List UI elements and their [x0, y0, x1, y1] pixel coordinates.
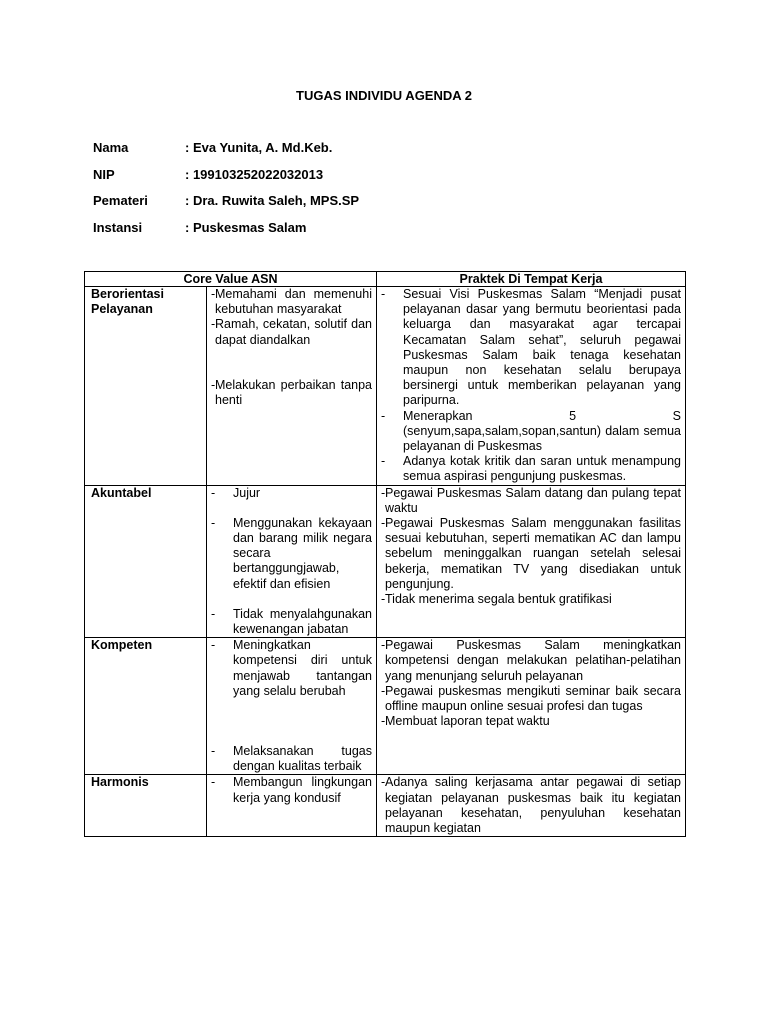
list-text: Melaksanakan tugas dengan kualitas terbaik: [233, 744, 372, 774]
list-text: Pegawai Puskesmas Salam meningkatkan kompetensi dengan melakukan pelatihan-pelatihan yang menunjang seluruh pelayanan: [385, 638, 681, 683]
table-body: [85, 287, 686, 837]
list-text: Jujur: [233, 485, 261, 500]
list-text: Ramah, cekatan, solutif dan dapat diandalkan: [215, 317, 372, 347]
practice-list: [377, 638, 686, 775]
list-dash: -: [381, 683, 386, 698]
table-row: [85, 775, 686, 837]
info-row-nip: [93, 167, 359, 194]
list-text: Menggunakan kekayaan dan barang milik negara secara bertanggungjawab, efektif dan efisien: [233, 515, 372, 591]
table-row: [85, 485, 686, 638]
core-value-name: Berorientasi Pelayanan: [85, 287, 207, 486]
practice-item: [381, 775, 681, 836]
list-dash: -: [211, 775, 216, 790]
core-value-name: Kompeten: [85, 638, 207, 775]
list-dash: -: [211, 638, 216, 653]
header-core-value: Core Value ASN: [85, 272, 377, 287]
list-dash: -: [381, 638, 386, 653]
practice-item: [381, 409, 681, 455]
list-text: Adanya saling kerjasama antar pegawai di setiap kegiatan pelayanan puskesmas baik itu kegiatan pelayanan kesehatan, penyuluhan kesehatan maupun kegiatan: [385, 775, 681, 836]
list-dash: -: [211, 744, 216, 759]
core-value-name: Akuntabel: [85, 485, 207, 638]
list-text: Tidak menyalahgunakan kewenangan jabatan: [233, 606, 372, 637]
practice-item: [381, 684, 681, 714]
info-row-pemateri: [93, 193, 359, 220]
core-behavior-item: [211, 378, 372, 408]
core-behavior-item: [211, 287, 372, 317]
list-dash: -: [381, 454, 386, 469]
header-practice: Praktek Di Tempat Kerja: [377, 272, 686, 287]
core-value-behaviors: [207, 287, 377, 486]
practice-list: [377, 485, 686, 638]
list-dash: -: [381, 408, 386, 423]
list-text: Adanya kotak kritik dan saran untuk menampung semua aspirasi pengunjung puskesmas.: [403, 454, 681, 484]
practice-item: [381, 592, 681, 607]
core-value-behaviors: [207, 638, 377, 775]
list-dash: -: [211, 377, 216, 392]
core-value-behaviors: [207, 485, 377, 638]
practice-item: [381, 454, 681, 484]
table-row: [85, 287, 686, 486]
core-value-name: Harmonis: [85, 775, 207, 837]
list-dash: -: [381, 714, 386, 729]
list-dash: -: [211, 606, 216, 621]
list-dash: -: [211, 317, 216, 332]
list-dash: -: [381, 485, 386, 500]
core-behavior-item: [211, 317, 372, 347]
list-dash: -: [381, 287, 386, 301]
list-dash: -: [381, 775, 386, 790]
info-label: Pemateri: [93, 193, 148, 208]
info-label: Instansi: [93, 219, 143, 235]
info-value: : Dra. Ruwita Saleh, MPS.SP: [185, 193, 360, 208]
list-text: Pegawai Puskesmas Salam menggunakan fasilitas sesuai kebutuhan, seperti mematikan AC dan lampu sebelum meninggalkan ruangan setelah selesai bekerja, mematikan TV yang disediakan untuk pengunjung.: [385, 516, 681, 591]
practice-item: [381, 638, 681, 684]
info-label: Nama: [93, 140, 129, 155]
core-value-behaviors: [207, 775, 377, 837]
list-text: Memahami dan memenuhi kebutuhan masyarakat: [215, 287, 372, 317]
list-text: Meningkatkan kompetensi diri untuk menjawab tantangan yang selalu berubah: [233, 638, 372, 698]
identity-block: [93, 140, 359, 246]
info-label: NIP: [93, 166, 115, 182]
info-row-nama: [93, 140, 359, 167]
list-text: Membangun lingkungan kerja yang kondusif: [233, 775, 372, 805]
info-value: : Puskesmas Salam: [185, 219, 307, 235]
core-behavior-item: [211, 486, 372, 501]
table-row: [85, 638, 686, 775]
list-dash: -: [211, 287, 216, 301]
list-dash: -: [211, 515, 216, 530]
list-text: Pegawai Puskesmas Salam datang dan pulang tepat waktu: [385, 485, 681, 515]
list-dash: -: [381, 592, 386, 607]
core-behavior-item: [211, 744, 372, 774]
core-value-table: [84, 271, 686, 837]
list-dash: -: [381, 516, 386, 531]
practice-list: [377, 775, 686, 837]
list-dash: -: [211, 485, 216, 500]
info-value: : 199103252022032013: [185, 166, 324, 182]
practice-list: [377, 287, 686, 486]
practice-item: [381, 714, 681, 729]
info-row-instansi: [93, 220, 359, 247]
list-text: Tidak menerima segala bentuk gratifikasi: [385, 592, 612, 607]
page-title: TUGAS INDIVIDU AGENDA 2: [296, 88, 472, 103]
core-behavior-item: [211, 516, 372, 592]
practice-item: [381, 516, 681, 592]
list-text: Melakukan perbaikan tanpa henti: [215, 377, 372, 408]
practice-item: [381, 486, 681, 516]
list-text: Membuat laporan tepat waktu: [385, 714, 550, 729]
core-behavior-item: [211, 607, 372, 637]
info-value: : Eva Yunita, A. Md.Keb.: [185, 140, 333, 155]
list-text: Sesuai Visi Puskesmas Salam “Menjadi pusat pelayanan dasar yang bermutu beorientasi pada keluarga dan masyarakat agar tercapai Kecamatan Salam sehat”, seluruh pegawai Puskesmas Salam baik tenaga kesehatan maupun non kesehatan selalu berupaya bersinergi untuk memberikan pelayanan yang paripurna.: [403, 287, 681, 408]
table-header-row: [85, 272, 686, 287]
practice-item: [381, 287, 681, 409]
core-behavior-item: [211, 775, 372, 805]
list-text: Pegawai puskesmas mengikuti seminar baik secara offline maupun online sesuai profesi dan tugas: [385, 683, 681, 714]
list-text: Menerapkan 5 S (senyum,sapa,salam,sopan,santun) dalam semua pelayanan di Puskesmas: [403, 408, 681, 454]
core-behavior-item: [211, 638, 372, 699]
